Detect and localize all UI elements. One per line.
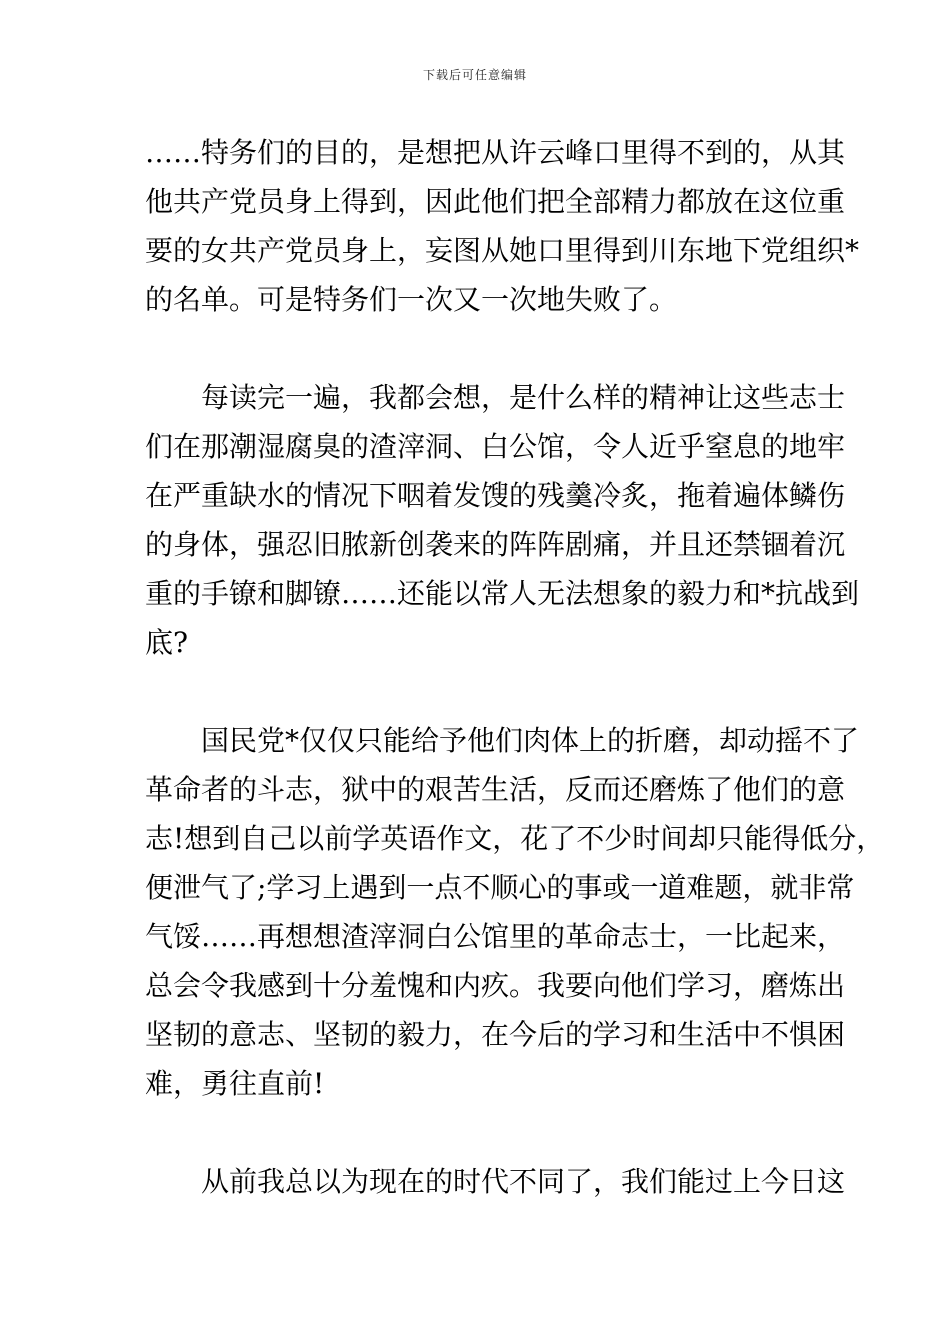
text-line: 他共产党员身上得到，因此他们把全部精力都放在这位重: [145, 185, 846, 218]
paragraph-gap: [145, 324, 817, 373]
text-line: 在严重缺水的情况下咽着发馊的残羹冷炙，拖着遍体鳞伤: [145, 479, 846, 512]
document-body: [145, 128, 885, 1206]
text-line: 坚韧的意志、坚韧的毅力，在今后的学习和生活中不惧困: [145, 1018, 846, 1051]
text-line: 要的女共产党员身上，妄图从她口里得到川东地下党组织*: [145, 234, 860, 267]
text-line: 革命者的斗志，狱中的艰苦生活，反而还磨炼了他们的意: [145, 773, 846, 806]
paragraph-gap: [145, 1108, 817, 1157]
text-line: 气馁……再想想渣滓洞白公馆里的革命志士，一比起来，: [145, 920, 846, 953]
text-line: 每读完一遍，我都会想，是什么样的精神让这些志士: [201, 381, 846, 414]
text-line: ……特务们的目的，是想把从许云峰口里得不到的，从其: [145, 136, 846, 169]
text-line: 底?: [145, 626, 189, 659]
page-header: 下载后可任意编辑: [422, 68, 527, 82]
text-line: 的名单。可是特务们一次又一次地失败了。: [145, 283, 678, 316]
text-line: 难，勇往直前!: [145, 1067, 325, 1100]
text-line: 们在那潮湿腐臭的渣滓洞、白公馆，令人近乎窒息的地牢: [145, 430, 846, 463]
text-line: 的身体，强忍旧脓新创袭来的阵阵剧痛，并且还禁锢着沉: [145, 528, 846, 561]
text-line: 志!想到自己以前学英语作文，花了不少时间却只能得低分，: [145, 822, 885, 855]
text-line: 从前我总以为现在的时代不同了，我们能过上今日这: [201, 1165, 846, 1198]
text-line: 重的手镣和脚镣……还能以常人无法想象的毅力和*抗战到: [145, 577, 860, 610]
text-line: 国民党*仅仅只能给予他们肉体上的折磨，却动摇不了: [201, 724, 860, 757]
paragraph-gap: [145, 667, 817, 716]
text-line: 便泄气了;学习上遇到一点不顺心的事或一道难题，就非常: [145, 871, 855, 904]
text-line: 总会令我感到十分羞愧和内疚。我要向他们学习，磨炼出: [145, 969, 846, 1002]
